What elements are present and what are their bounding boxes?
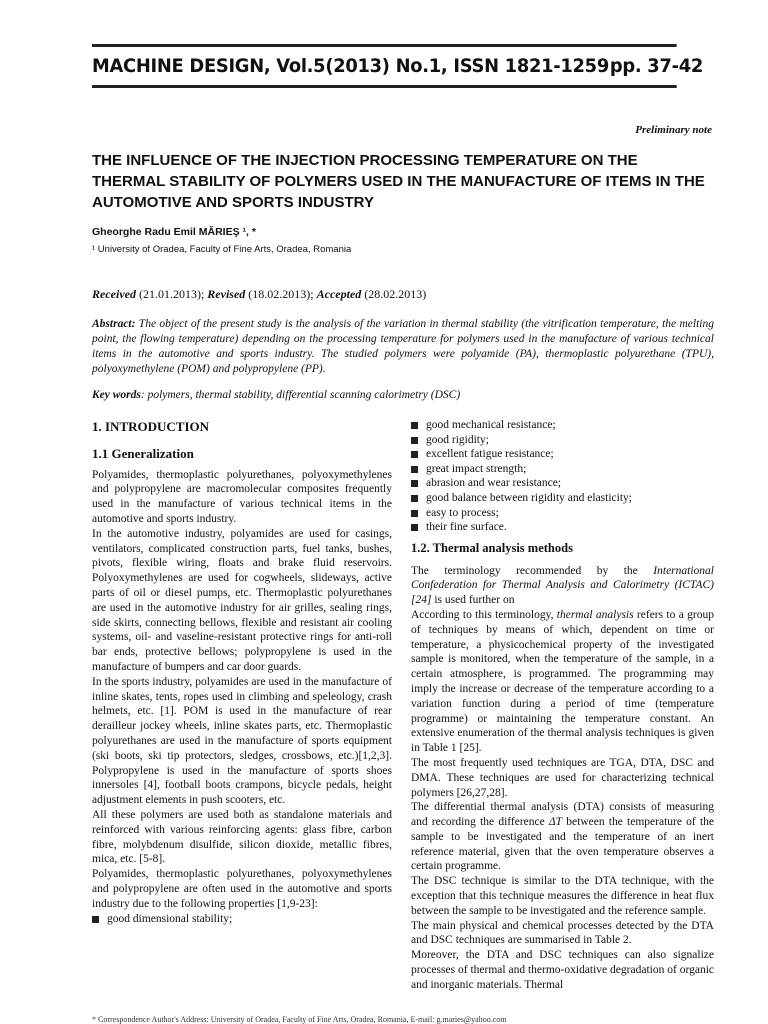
- received-label: Received: [92, 287, 136, 301]
- square-bullet-icon: [411, 437, 418, 444]
- square-bullet-icon: [411, 480, 418, 487]
- journal-header: [92, 44, 703, 88]
- right-column: [411, 418, 714, 993]
- paragraph: Polyamides, thermoplastic polyurethanes, polyoxymethylenes and polypropylene are often used in the automotive and sports industry due to the following properties [1,9-23]:: [92, 868, 392, 910]
- paragraph: The main physical and chemical processes detected by the DTA and DSC techniques are summarised in Table 2.: [411, 919, 714, 947]
- article-title: THE INFLUENCE OF THE INJECTION PROCESSING TEMPERATURE ON THE THERMAL STABILITY OF POLYMERS USED IN THE MANUFACTURE OF ITEMS IN THE AUTOMOTIVE AND SPORTS INDUSTRY: [92, 152, 705, 211]
- keywords-block: [92, 389, 714, 401]
- paragraph: All these polymers are used both as standalone materials and reinforced with various reinforcing agents: glass fibre, carbon fibre, molybdenum disulfide, silicon dioxide, metallic fibres, mica, etc. [5-8].: [92, 808, 392, 866]
- accepted-date: (28.02.2013): [364, 287, 427, 301]
- dates-line: [92, 287, 426, 302]
- list-item: good rigidity;: [411, 433, 714, 448]
- property-list-right: [411, 418, 714, 535]
- abstract-block: [92, 317, 714, 377]
- section-thermal-analysis-heading: 1.2. Thermal analysis methods: [411, 540, 573, 555]
- accepted-label: Accepted: [316, 287, 362, 301]
- abstract-label: Abstract:: [92, 318, 136, 330]
- author-line: Gheorghe Radu Emil MĂRIEŞ ¹, *: [92, 226, 256, 238]
- list-item: good dimensional stability;: [92, 912, 392, 927]
- list-item: easy to process;: [411, 506, 714, 521]
- square-bullet-icon: [411, 524, 418, 531]
- page-range: pp. 37-42: [609, 55, 703, 77]
- square-bullet-icon: [411, 466, 418, 473]
- paragraph: The differential thermal analysis (DTA) consists of measuring and recording the difference ΔT between the temperature of the sample to be investigated and the temperature of an inert reference material, given that the oven temperature observes a certain programme.: [411, 801, 714, 873]
- footnote-text: * Correspondence Author's Address: University of Oradea, Faculty of Fine Arts, Oradea, Romania, E-mail: g.maries@yahoo.com: [92, 1016, 507, 1024]
- paragraph: Moreover, the DTA and DSC techniques can also signalize processes of thermal and thermo-oxidative degradation of organic and inorganic materials. Thermal: [411, 949, 714, 991]
- article-type-note: Preliminary note: [635, 124, 712, 136]
- square-bullet-icon: [92, 916, 99, 923]
- square-bullet-icon: [411, 495, 418, 502]
- paragraph: The DSC technique is similar to the DTA technique, with the exception that this technique measures the difference in heat flux between the sample to be investigated and the reference sample.: [411, 875, 714, 917]
- list-item: great impact strength;: [411, 462, 714, 477]
- list-item: good mechanical resistance;: [411, 418, 714, 433]
- affiliation-line: ¹ University of Oradea, Faculty of Fine Arts, Oradea, Romania: [92, 244, 352, 255]
- paragraph: In the sports industry, polyamides are used in the manufacture of inline skates, tents, ropes used in climbing and speleology, crash helmets, etc. [1]. POM is used in the manufacture of rear derailleur jockey wheels, inline skates parts, etc. Thermoplastic polyurethanes are used in the manufacture of sports equipment (ski boots, ski tip protectors, sledges, crossbows, etc.)[1,2,3]. Polypropylene is used in the manufacture of sports shoes innersoles [4], football boots crampons, bicycle pedals, height adjustment elements in push scooters, etc.: [92, 675, 392, 807]
- square-bullet-icon: [411, 451, 418, 458]
- journal-title: MACHINE DESIGN, Vol.5(2013) No.1, ISSN 1821-1259: [92, 55, 609, 77]
- list-item: their fine surface.: [411, 520, 714, 535]
- list-item: good balance between rigidity and elasticity;: [411, 491, 714, 506]
- keywords-label: Key words: [92, 389, 141, 401]
- property-list-left: [92, 912, 392, 927]
- paragraph: The most frequently used techniques are TGA, DTA, DSC and DMA. These techniques are used for characterizing technical polymers [26,27,28].: [411, 756, 714, 799]
- list-item: excellent fatigue resistance;: [411, 447, 714, 462]
- revised-label: Revised: [207, 287, 246, 301]
- paragraph: The terminology recommended by the International Confederation for Thermal Analysis and Calorimetry (ICTAC) [24] is used further on: [411, 564, 714, 607]
- paragraph: In the automotive industry, polyamides are used for casings, ventilators, complicated construction parts, fuel tanks, bushes, pivots, flexible wiring, floats and brake fluid reservoirs. Polyoxymethylenes are used for cogwheels, slideways, active parts of oil or diesel pumps, etc. Thermoplastic polyurethanes are used in the automotive industry for air grilles, sealing rings, side skirts, connecting bellows, flexible and resistant air cooling systems, oil- and vaseline-resistant protective rings for anti-roll bar ends, protective bellows; polypropylene is used in the manufacture of bumpers and car door guards.: [92, 527, 392, 673]
- left-column: [92, 418, 392, 926]
- received-date: (21.01.2013);: [138, 287, 205, 301]
- list-item: abrasion and wear resistance;: [411, 476, 714, 491]
- footnote-strip: [92, 1016, 714, 1024]
- revised-date: (18.02.2013);: [248, 287, 314, 301]
- section-introduction-heading: 1. INTRODUCTION: [92, 419, 210, 434]
- section-generalization-heading: 1.1 Generalization: [92, 445, 194, 461]
- square-bullet-icon: [411, 422, 418, 429]
- paragraph: According to this terminology, thermal analysis refers to a group of techniques by means of which, dependent on time or temperature, a physicochemical property of the investigated sample is monitored, when the temperature of the sample, in a certain atmosphere, is programmed. The programming may imply the increase or decrease of the temperature according to a variation function during a period of time (temperature programme) or maintaining the temperature constant. An extensive enumeration of the thermal analysis techniques is given in Table 1 [25].: [411, 608, 714, 755]
- abstract-text: The object of the present study is the analysis of the variation in thermal stability (the vitrification temperature, the melting point, the flowing temperature) depending on the processing temperature for polymers used in the manufacture of various technical items in the automotive and sports industry. The studied polymers were polyamide (PA), thermoplastic polyurethane (TPU), polyoxymethylene (POM) and polypropylene (PP).: [92, 318, 714, 375]
- keywords-text: : polymers, thermal stability, differential scanning calorimetry (DSC): [140, 389, 461, 401]
- paragraph: Polyamides, thermoplastic polyurethanes, polyoxymethylenes and polypropylene are macromolecular composites frequently used in the manufacture of various technical items in the automotive and sports industry.: [92, 468, 392, 525]
- square-bullet-icon: [411, 510, 418, 517]
